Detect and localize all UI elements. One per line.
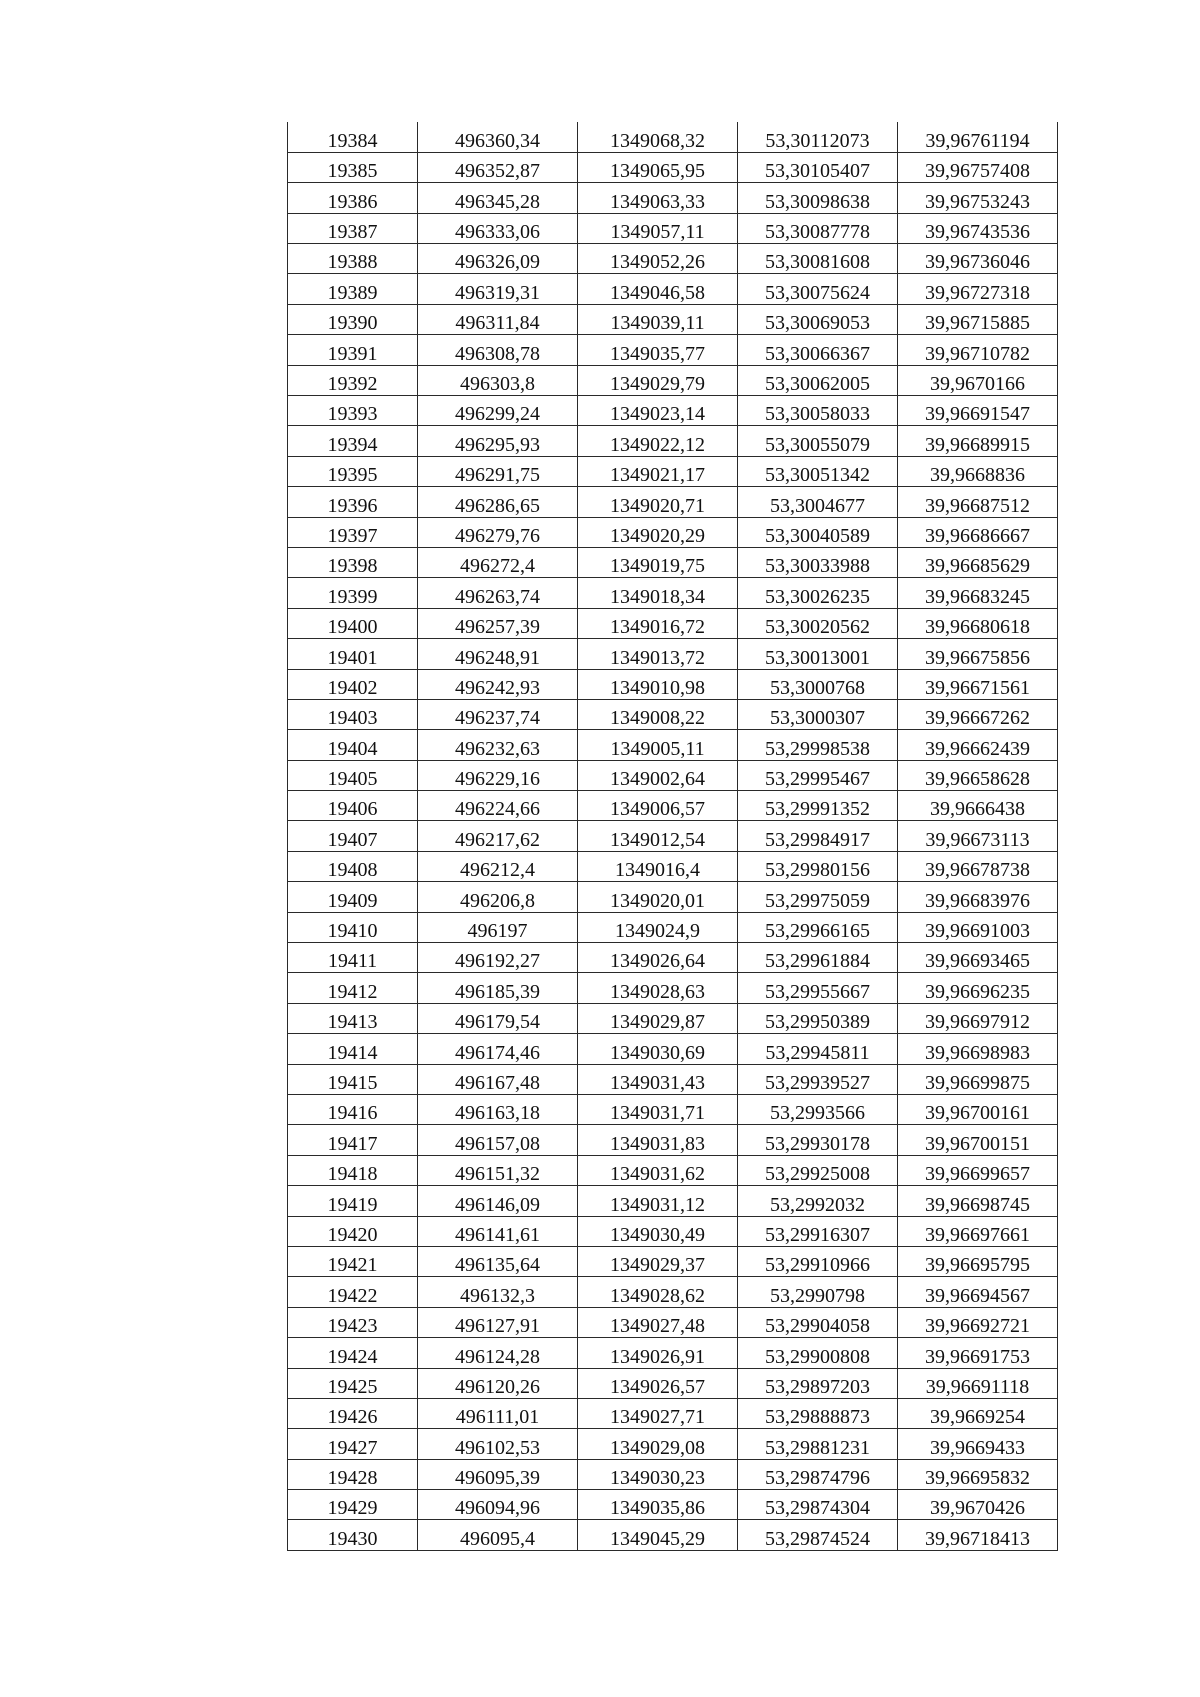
longitude-cell: 39,9669254 xyxy=(898,1398,1058,1428)
y-coordinate-cell: 1349008,22 xyxy=(578,699,738,729)
table-row xyxy=(288,426,1058,456)
longitude-cell: 39,96671561 xyxy=(898,669,1058,699)
latitude-cell: 53,30062005 xyxy=(738,365,898,395)
x-coordinate-cell: 496157,08 xyxy=(418,1125,578,1155)
table-row xyxy=(288,396,1058,426)
latitude-cell: 53,29916307 xyxy=(738,1216,898,1246)
longitude-cell: 39,96700161 xyxy=(898,1095,1058,1125)
point-number-cell: 19419 xyxy=(288,1186,418,1216)
y-coordinate-cell: 1349065,95 xyxy=(578,152,738,182)
x-coordinate-cell: 496174,46 xyxy=(418,1034,578,1064)
x-coordinate-cell: 496295,93 xyxy=(418,426,578,456)
table-row xyxy=(288,213,1058,243)
latitude-cell: 53,3004677 xyxy=(738,487,898,517)
table-row xyxy=(288,851,1058,881)
point-number-cell: 19426 xyxy=(288,1398,418,1428)
x-coordinate-cell: 496094,96 xyxy=(418,1490,578,1520)
point-number-cell: 19396 xyxy=(288,487,418,517)
y-coordinate-cell: 1349030,23 xyxy=(578,1459,738,1489)
longitude-cell: 39,96699875 xyxy=(898,1064,1058,1094)
y-coordinate-cell: 1349028,62 xyxy=(578,1277,738,1307)
longitude-cell: 39,96689915 xyxy=(898,426,1058,456)
x-coordinate-cell: 496163,18 xyxy=(418,1095,578,1125)
latitude-cell: 53,29930178 xyxy=(738,1125,898,1155)
longitude-cell: 39,96718413 xyxy=(898,1520,1058,1550)
longitude-cell: 39,96698983 xyxy=(898,1034,1058,1064)
point-number-cell: 19429 xyxy=(288,1490,418,1520)
y-coordinate-cell: 1349031,12 xyxy=(578,1186,738,1216)
y-coordinate-cell: 1349016,4 xyxy=(578,851,738,881)
point-number-cell: 19422 xyxy=(288,1277,418,1307)
latitude-cell: 53,30105407 xyxy=(738,152,898,182)
x-coordinate-cell: 496303,8 xyxy=(418,365,578,395)
longitude-cell: 39,96687512 xyxy=(898,487,1058,517)
latitude-cell: 53,29945811 xyxy=(738,1034,898,1064)
longitude-cell: 39,96662439 xyxy=(898,730,1058,760)
point-number-cell: 19412 xyxy=(288,973,418,1003)
longitude-cell: 39,96691118 xyxy=(898,1368,1058,1398)
x-coordinate-cell: 496272,4 xyxy=(418,547,578,577)
longitude-cell: 39,96698745 xyxy=(898,1186,1058,1216)
table-row xyxy=(288,1490,1058,1520)
longitude-cell: 39,96743536 xyxy=(898,213,1058,243)
point-number-cell: 19406 xyxy=(288,791,418,821)
table-row xyxy=(288,1186,1058,1216)
point-number-cell: 19389 xyxy=(288,274,418,304)
x-coordinate-cell: 496141,61 xyxy=(418,1216,578,1246)
x-coordinate-cell: 496326,09 xyxy=(418,244,578,274)
x-coordinate-cell: 496120,26 xyxy=(418,1368,578,1398)
table-row xyxy=(288,487,1058,517)
latitude-cell: 53,29910966 xyxy=(738,1246,898,1276)
y-coordinate-cell: 1349027,71 xyxy=(578,1398,738,1428)
y-coordinate-cell: 1349068,32 xyxy=(578,122,738,152)
table-row xyxy=(288,1034,1058,1064)
latitude-cell: 53,30055079 xyxy=(738,426,898,456)
table-row xyxy=(288,1003,1058,1033)
table-row xyxy=(288,304,1058,334)
point-number-cell: 19409 xyxy=(288,882,418,912)
latitude-cell: 53,30033988 xyxy=(738,547,898,577)
y-coordinate-cell: 1349020,29 xyxy=(578,517,738,547)
latitude-cell: 53,29955667 xyxy=(738,973,898,1003)
point-number-cell: 19397 xyxy=(288,517,418,547)
longitude-cell: 39,9670166 xyxy=(898,365,1058,395)
latitude-cell: 53,30026235 xyxy=(738,578,898,608)
y-coordinate-cell: 1349057,11 xyxy=(578,213,738,243)
longitude-cell: 39,96699657 xyxy=(898,1155,1058,1185)
x-coordinate-cell: 496345,28 xyxy=(418,183,578,213)
latitude-cell: 53,29874304 xyxy=(738,1490,898,1520)
longitude-cell: 39,96691753 xyxy=(898,1338,1058,1368)
table-row xyxy=(288,152,1058,182)
x-coordinate-cell: 496212,4 xyxy=(418,851,578,881)
latitude-cell: 53,30020562 xyxy=(738,608,898,638)
point-number-cell: 19398 xyxy=(288,547,418,577)
table-row xyxy=(288,1368,1058,1398)
point-number-cell: 19386 xyxy=(288,183,418,213)
longitude-cell: 39,96695795 xyxy=(898,1246,1058,1276)
table-row xyxy=(288,1307,1058,1337)
table-row xyxy=(288,608,1058,638)
y-coordinate-cell: 1349031,62 xyxy=(578,1155,738,1185)
coordinates-table xyxy=(287,122,1058,1551)
point-number-cell: 19417 xyxy=(288,1125,418,1155)
x-coordinate-cell: 496167,48 xyxy=(418,1064,578,1094)
y-coordinate-cell: 1349021,17 xyxy=(578,456,738,486)
y-coordinate-cell: 1349031,43 xyxy=(578,1064,738,1094)
table-row xyxy=(288,973,1058,1003)
x-coordinate-cell: 496179,54 xyxy=(418,1003,578,1033)
y-coordinate-cell: 1349022,12 xyxy=(578,426,738,456)
point-number-cell: 19394 xyxy=(288,426,418,456)
longitude-cell: 39,9666438 xyxy=(898,791,1058,821)
y-coordinate-cell: 1349006,57 xyxy=(578,791,738,821)
longitude-cell: 39,96727318 xyxy=(898,274,1058,304)
latitude-cell: 53,30112073 xyxy=(738,122,898,152)
longitude-cell: 39,96753243 xyxy=(898,183,1058,213)
longitude-cell: 39,96695832 xyxy=(898,1459,1058,1489)
table-row xyxy=(288,578,1058,608)
point-number-cell: 19393 xyxy=(288,396,418,426)
latitude-cell: 53,30066367 xyxy=(738,335,898,365)
y-coordinate-cell: 1349035,77 xyxy=(578,335,738,365)
x-coordinate-cell: 496127,91 xyxy=(418,1307,578,1337)
point-number-cell: 19390 xyxy=(288,304,418,334)
y-coordinate-cell: 1349029,08 xyxy=(578,1429,738,1459)
x-coordinate-cell: 496197 xyxy=(418,912,578,942)
longitude-cell: 39,96673113 xyxy=(898,821,1058,851)
longitude-cell: 39,96700151 xyxy=(898,1125,1058,1155)
x-coordinate-cell: 496224,66 xyxy=(418,791,578,821)
latitude-cell: 53,29991352 xyxy=(738,791,898,821)
point-number-cell: 19421 xyxy=(288,1246,418,1276)
x-coordinate-cell: 496217,62 xyxy=(418,821,578,851)
point-number-cell: 19416 xyxy=(288,1095,418,1125)
x-coordinate-cell: 496248,91 xyxy=(418,639,578,669)
longitude-cell: 39,96693465 xyxy=(898,943,1058,973)
x-coordinate-cell: 496185,39 xyxy=(418,973,578,1003)
x-coordinate-cell: 496102,53 xyxy=(418,1429,578,1459)
table-row xyxy=(288,1155,1058,1185)
table-row xyxy=(288,1064,1058,1094)
table-row xyxy=(288,1246,1058,1276)
x-coordinate-cell: 496206,8 xyxy=(418,882,578,912)
y-coordinate-cell: 1349012,54 xyxy=(578,821,738,851)
y-coordinate-cell: 1349030,49 xyxy=(578,1216,738,1246)
latitude-cell: 53,29904058 xyxy=(738,1307,898,1337)
latitude-cell: 53,30040589 xyxy=(738,517,898,547)
latitude-cell: 53,2992032 xyxy=(738,1186,898,1216)
y-coordinate-cell: 1349013,72 xyxy=(578,639,738,669)
x-coordinate-cell: 496132,3 xyxy=(418,1277,578,1307)
x-coordinate-cell: 496111,01 xyxy=(418,1398,578,1428)
longitude-cell: 39,96710782 xyxy=(898,335,1058,365)
x-coordinate-cell: 496242,93 xyxy=(418,669,578,699)
latitude-cell: 53,29950389 xyxy=(738,1003,898,1033)
y-coordinate-cell: 1349002,64 xyxy=(578,760,738,790)
table-row xyxy=(288,517,1058,547)
coordinates-table-body xyxy=(288,122,1058,1550)
table-row xyxy=(288,1095,1058,1125)
longitude-cell: 39,96692721 xyxy=(898,1307,1058,1337)
y-coordinate-cell: 1349023,14 xyxy=(578,396,738,426)
point-number-cell: 19408 xyxy=(288,851,418,881)
longitude-cell: 39,96667262 xyxy=(898,699,1058,729)
latitude-cell: 53,29998538 xyxy=(738,730,898,760)
latitude-cell: 53,29925008 xyxy=(738,1155,898,1185)
latitude-cell: 53,30087778 xyxy=(738,213,898,243)
point-number-cell: 19405 xyxy=(288,760,418,790)
longitude-cell: 39,96658628 xyxy=(898,760,1058,790)
x-coordinate-cell: 496232,63 xyxy=(418,730,578,760)
latitude-cell: 53,29881231 xyxy=(738,1429,898,1459)
x-coordinate-cell: 496192,27 xyxy=(418,943,578,973)
table-row xyxy=(288,760,1058,790)
y-coordinate-cell: 1349046,58 xyxy=(578,274,738,304)
y-coordinate-cell: 1349039,11 xyxy=(578,304,738,334)
longitude-cell: 39,96697661 xyxy=(898,1216,1058,1246)
x-coordinate-cell: 496279,76 xyxy=(418,517,578,547)
point-number-cell: 19420 xyxy=(288,1216,418,1246)
table-row xyxy=(288,547,1058,577)
point-number-cell: 19403 xyxy=(288,699,418,729)
table-row xyxy=(288,1398,1058,1428)
longitude-cell: 39,96675856 xyxy=(898,639,1058,669)
table-row xyxy=(288,274,1058,304)
point-number-cell: 19399 xyxy=(288,578,418,608)
point-number-cell: 19395 xyxy=(288,456,418,486)
longitude-cell: 39,96678738 xyxy=(898,851,1058,881)
y-coordinate-cell: 1349031,83 xyxy=(578,1125,738,1155)
x-coordinate-cell: 496299,24 xyxy=(418,396,578,426)
point-number-cell: 19401 xyxy=(288,639,418,669)
latitude-cell: 53,2990798 xyxy=(738,1277,898,1307)
latitude-cell: 53,29995467 xyxy=(738,760,898,790)
longitude-cell: 39,96694567 xyxy=(898,1277,1058,1307)
point-number-cell: 19430 xyxy=(288,1520,418,1550)
longitude-cell: 39,9670426 xyxy=(898,1490,1058,1520)
longitude-cell: 39,96757408 xyxy=(898,152,1058,182)
latitude-cell: 53,29888873 xyxy=(738,1398,898,1428)
x-coordinate-cell: 496124,28 xyxy=(418,1338,578,1368)
y-coordinate-cell: 1349063,33 xyxy=(578,183,738,213)
longitude-cell: 39,96686667 xyxy=(898,517,1058,547)
y-coordinate-cell: 1349029,37 xyxy=(578,1246,738,1276)
table-row xyxy=(288,1459,1058,1489)
table-row xyxy=(288,730,1058,760)
longitude-cell: 39,9668836 xyxy=(898,456,1058,486)
longitude-cell: 39,96696235 xyxy=(898,973,1058,1003)
latitude-cell: 53,30075624 xyxy=(738,274,898,304)
point-number-cell: 19411 xyxy=(288,943,418,973)
longitude-cell: 39,96715885 xyxy=(898,304,1058,334)
point-number-cell: 19427 xyxy=(288,1429,418,1459)
latitude-cell: 53,3000768 xyxy=(738,669,898,699)
point-number-cell: 19402 xyxy=(288,669,418,699)
longitude-cell: 39,96680618 xyxy=(898,608,1058,638)
table-row xyxy=(288,943,1058,973)
y-coordinate-cell: 1349026,64 xyxy=(578,943,738,973)
point-number-cell: 19391 xyxy=(288,335,418,365)
y-coordinate-cell: 1349020,01 xyxy=(578,882,738,912)
y-coordinate-cell: 1349026,57 xyxy=(578,1368,738,1398)
latitude-cell: 53,29966165 xyxy=(738,912,898,942)
table-row xyxy=(288,183,1058,213)
table-row xyxy=(288,244,1058,274)
longitude-cell: 39,9669433 xyxy=(898,1429,1058,1459)
x-coordinate-cell: 496095,4 xyxy=(418,1520,578,1550)
longitude-cell: 39,96691547 xyxy=(898,396,1058,426)
point-number-cell: 19392 xyxy=(288,365,418,395)
latitude-cell: 53,30058033 xyxy=(738,396,898,426)
latitude-cell: 53,29984917 xyxy=(738,821,898,851)
x-coordinate-cell: 496286,65 xyxy=(418,487,578,517)
table-row xyxy=(288,335,1058,365)
table-row xyxy=(288,1520,1058,1550)
y-coordinate-cell: 1349028,63 xyxy=(578,973,738,1003)
point-number-cell: 19423 xyxy=(288,1307,418,1337)
y-coordinate-cell: 1349016,72 xyxy=(578,608,738,638)
x-coordinate-cell: 496360,34 xyxy=(418,122,578,152)
y-coordinate-cell: 1349052,26 xyxy=(578,244,738,274)
table-row xyxy=(288,821,1058,851)
x-coordinate-cell: 496257,39 xyxy=(418,608,578,638)
latitude-cell: 53,29874524 xyxy=(738,1520,898,1550)
longitude-cell: 39,96691003 xyxy=(898,912,1058,942)
y-coordinate-cell: 1349019,75 xyxy=(578,547,738,577)
y-coordinate-cell: 1349026,91 xyxy=(578,1338,738,1368)
latitude-cell: 53,29939527 xyxy=(738,1064,898,1094)
point-number-cell: 19385 xyxy=(288,152,418,182)
table-row xyxy=(288,639,1058,669)
y-coordinate-cell: 1349010,98 xyxy=(578,669,738,699)
longitude-cell: 39,96685629 xyxy=(898,547,1058,577)
point-number-cell: 19400 xyxy=(288,608,418,638)
point-number-cell: 19425 xyxy=(288,1368,418,1398)
table-row xyxy=(288,669,1058,699)
table-row xyxy=(288,882,1058,912)
point-number-cell: 19414 xyxy=(288,1034,418,1064)
longitude-cell: 39,96683245 xyxy=(898,578,1058,608)
x-coordinate-cell: 496135,64 xyxy=(418,1246,578,1276)
point-number-cell: 19418 xyxy=(288,1155,418,1185)
table-row xyxy=(288,1125,1058,1155)
y-coordinate-cell: 1349030,69 xyxy=(578,1034,738,1064)
x-coordinate-cell: 496308,78 xyxy=(418,335,578,365)
y-coordinate-cell: 1349024,9 xyxy=(578,912,738,942)
table-row xyxy=(288,1338,1058,1368)
longitude-cell: 39,96697912 xyxy=(898,1003,1058,1033)
point-number-cell: 19388 xyxy=(288,244,418,274)
y-coordinate-cell: 1349029,87 xyxy=(578,1003,738,1033)
point-number-cell: 19415 xyxy=(288,1064,418,1094)
table-row xyxy=(288,1277,1058,1307)
table-row xyxy=(288,1216,1058,1246)
latitude-cell: 53,29874796 xyxy=(738,1459,898,1489)
point-number-cell: 19404 xyxy=(288,730,418,760)
x-coordinate-cell: 496229,16 xyxy=(418,760,578,790)
table-row xyxy=(288,791,1058,821)
x-coordinate-cell: 496291,75 xyxy=(418,456,578,486)
y-coordinate-cell: 1349020,71 xyxy=(578,487,738,517)
latitude-cell: 53,29961884 xyxy=(738,943,898,973)
x-coordinate-cell: 496352,87 xyxy=(418,152,578,182)
table-row xyxy=(288,699,1058,729)
latitude-cell: 53,30069053 xyxy=(738,304,898,334)
y-coordinate-cell: 1349029,79 xyxy=(578,365,738,395)
x-coordinate-cell: 496319,31 xyxy=(418,274,578,304)
longitude-cell: 39,96761194 xyxy=(898,122,1058,152)
point-number-cell: 19410 xyxy=(288,912,418,942)
latitude-cell: 53,29897203 xyxy=(738,1368,898,1398)
longitude-cell: 39,96683976 xyxy=(898,882,1058,912)
point-number-cell: 19424 xyxy=(288,1338,418,1368)
table-row xyxy=(288,122,1058,152)
latitude-cell: 53,30081608 xyxy=(738,244,898,274)
x-coordinate-cell: 496146,09 xyxy=(418,1186,578,1216)
point-number-cell: 19413 xyxy=(288,1003,418,1033)
point-number-cell: 19407 xyxy=(288,821,418,851)
latitude-cell: 53,29980156 xyxy=(738,851,898,881)
latitude-cell: 53,3000307 xyxy=(738,699,898,729)
latitude-cell: 53,29900808 xyxy=(738,1338,898,1368)
point-number-cell: 19428 xyxy=(288,1459,418,1489)
y-coordinate-cell: 1349035,86 xyxy=(578,1490,738,1520)
point-number-cell: 19384 xyxy=(288,122,418,152)
y-coordinate-cell: 1349005,11 xyxy=(578,730,738,760)
table-row xyxy=(288,456,1058,486)
point-number-cell: 19387 xyxy=(288,213,418,243)
y-coordinate-cell: 1349045,29 xyxy=(578,1520,738,1550)
latitude-cell: 53,29975059 xyxy=(738,882,898,912)
latitude-cell: 53,2993566 xyxy=(738,1095,898,1125)
x-coordinate-cell: 496333,06 xyxy=(418,213,578,243)
longitude-cell: 39,96736046 xyxy=(898,244,1058,274)
y-coordinate-cell: 1349018,34 xyxy=(578,578,738,608)
x-coordinate-cell: 496237,74 xyxy=(418,699,578,729)
x-coordinate-cell: 496263,74 xyxy=(418,578,578,608)
table-row xyxy=(288,912,1058,942)
table-row xyxy=(288,365,1058,395)
table-row xyxy=(288,1429,1058,1459)
x-coordinate-cell: 496095,39 xyxy=(418,1459,578,1489)
latitude-cell: 53,30013001 xyxy=(738,639,898,669)
latitude-cell: 53,30098638 xyxy=(738,183,898,213)
y-coordinate-cell: 1349027,48 xyxy=(578,1307,738,1337)
latitude-cell: 53,30051342 xyxy=(738,456,898,486)
y-coordinate-cell: 1349031,71 xyxy=(578,1095,738,1125)
x-coordinate-cell: 496311,84 xyxy=(418,304,578,334)
x-coordinate-cell: 496151,32 xyxy=(418,1155,578,1185)
